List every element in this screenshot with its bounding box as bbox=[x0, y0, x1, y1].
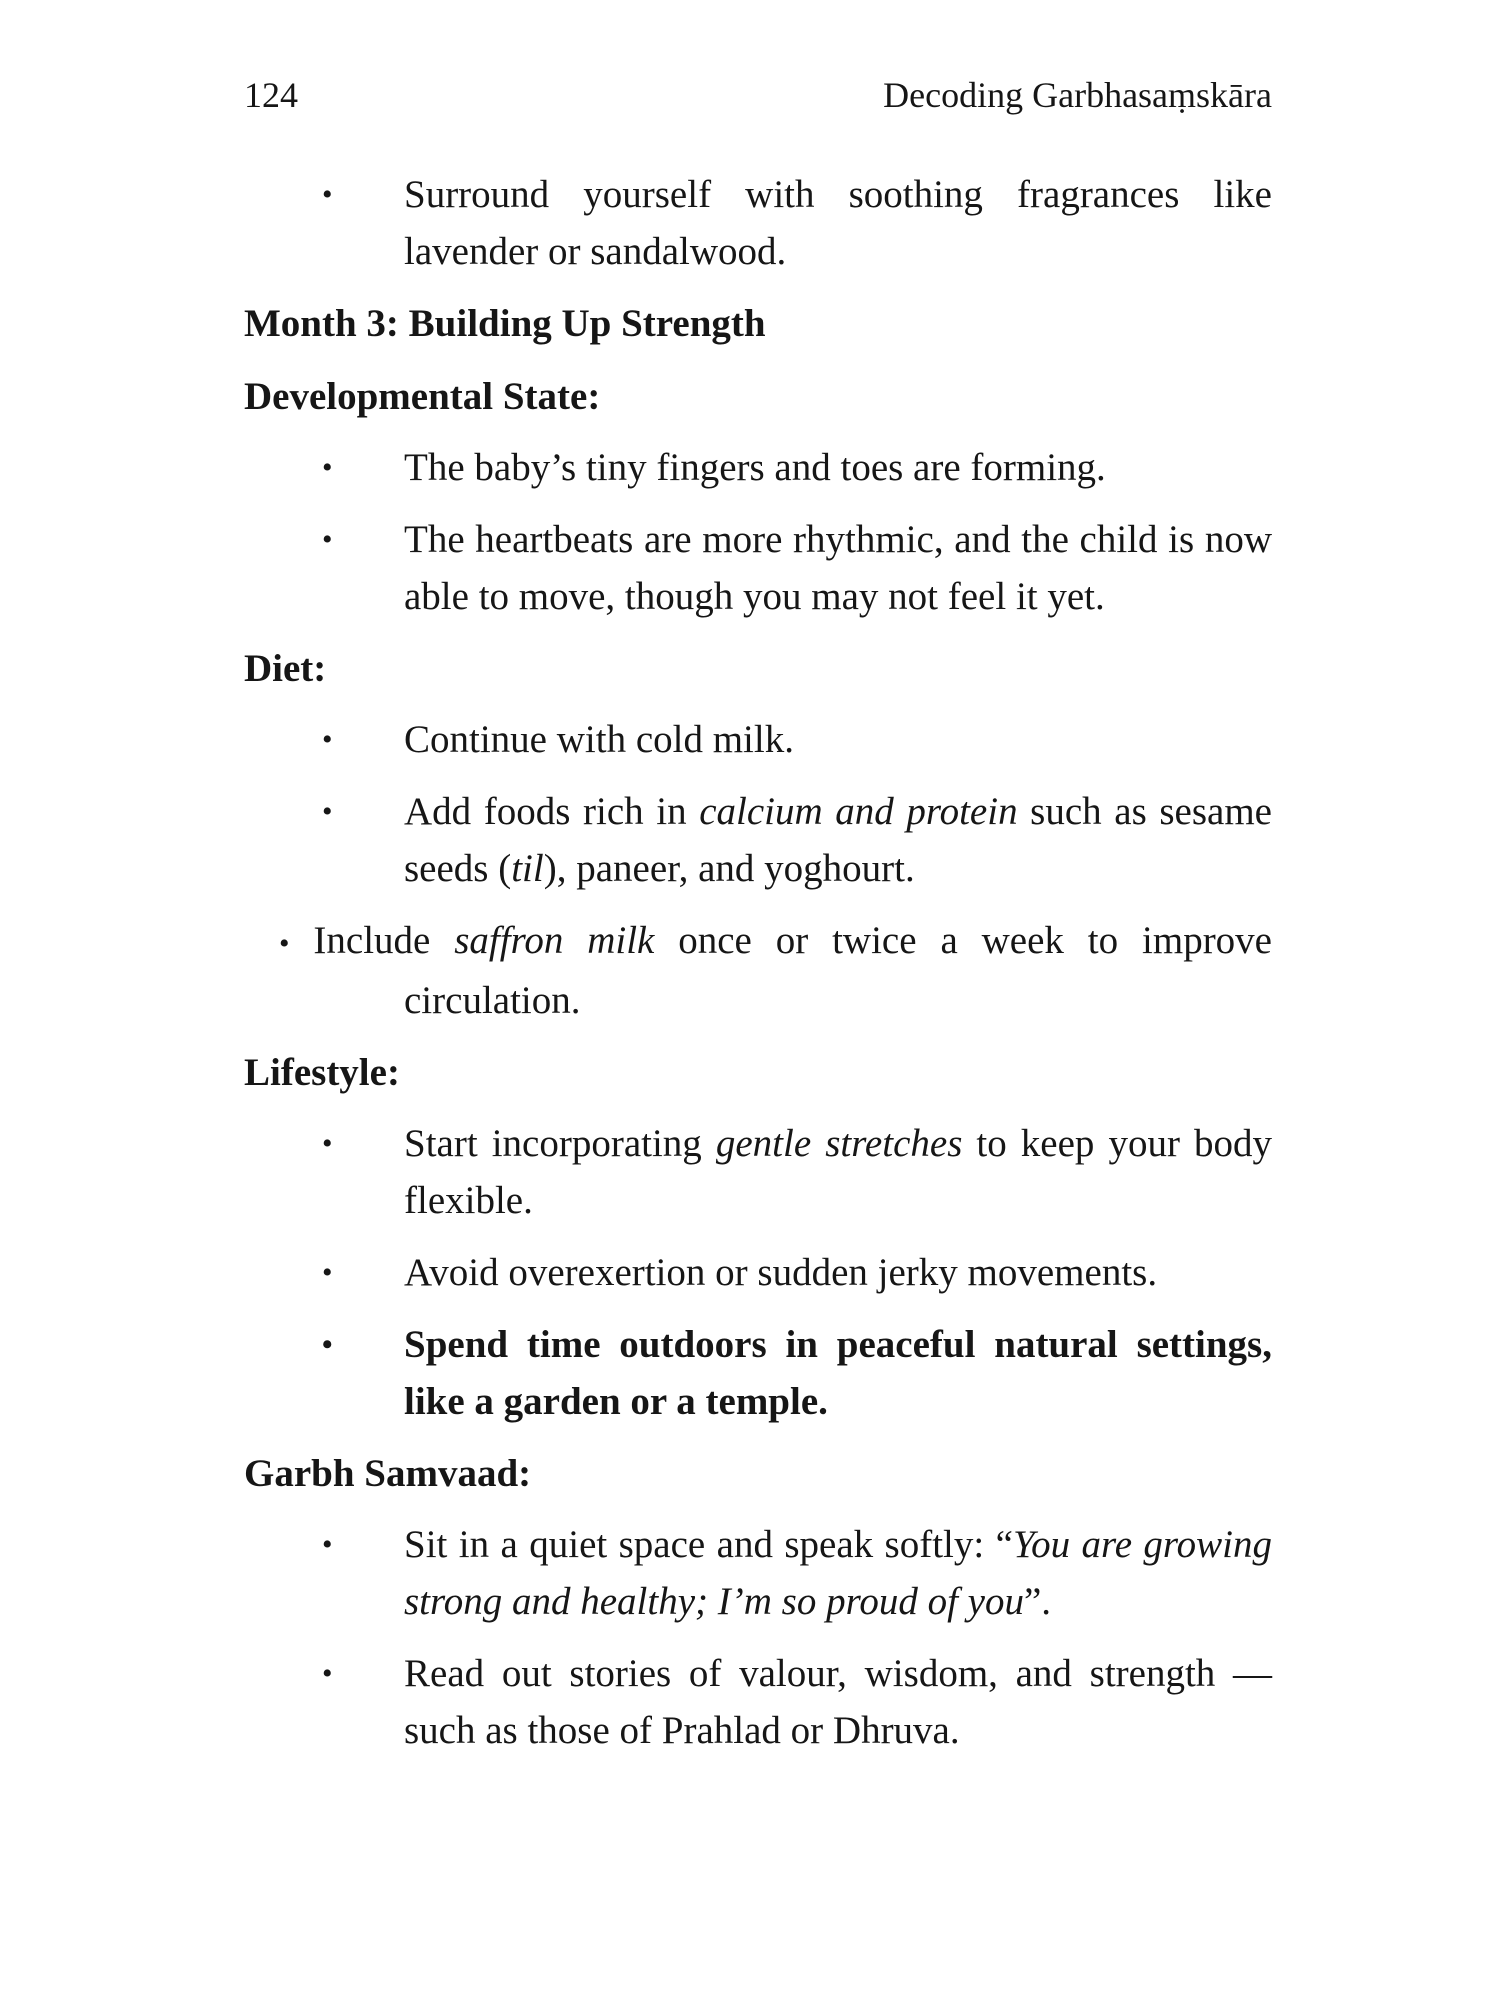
developmental-list bbox=[244, 439, 1272, 625]
list-item bbox=[244, 511, 1272, 625]
list-item-text: Continue with cold milk. bbox=[404, 718, 794, 761]
text-run: Sit in a quiet space and speak softly: “ bbox=[404, 1523, 1013, 1566]
bullet-icon: • bbox=[322, 523, 333, 556]
list-item-text: The heartbeats are more rhythmic, and the child is now able to move, though you may not feel it yet. bbox=[404, 518, 1272, 618]
page-header bbox=[244, 74, 1272, 124]
list-item bbox=[244, 1316, 1272, 1430]
list-item bbox=[244, 1645, 1272, 1759]
lifestyle-list bbox=[244, 1115, 1272, 1430]
list-item bbox=[244, 439, 1272, 496]
list-item bbox=[244, 783, 1272, 897]
list-item bbox=[244, 166, 1272, 280]
list-item-text: Avoid overexertion or sudden jerky movements. bbox=[404, 1251, 1158, 1294]
emphasis-text: gentle stretches bbox=[715, 1122, 963, 1165]
text-run: such as sesame seeds ( bbox=[404, 790, 1272, 890]
bullet-icon: • bbox=[322, 1256, 333, 1289]
emphasis-text: til bbox=[511, 847, 544, 890]
text-run: ), paneer, and yoghourt. bbox=[543, 847, 915, 890]
intro-list bbox=[244, 166, 1272, 280]
bullet-icon: • bbox=[322, 1528, 333, 1561]
running-title: Decoding Garbhasaṃskāra bbox=[883, 75, 1272, 115]
text-run: once or twice a week to improve circulation. bbox=[404, 919, 1272, 1022]
list-item-text: The baby’s tiny fingers and toes are forming. bbox=[404, 446, 1106, 489]
developmental-heading: Developmental State: bbox=[244, 375, 601, 418]
text-run: to keep your body flexible. bbox=[404, 1122, 1273, 1222]
bullet-icon: • bbox=[322, 1328, 333, 1361]
list-item bbox=[244, 912, 1272, 1029]
emphasis-text: You are growing strong and healthy; I’m so proud of you bbox=[404, 1523, 1272, 1623]
text-run: Add foods rich in bbox=[404, 790, 700, 833]
text-run: Include bbox=[313, 919, 455, 962]
bullet-icon: • bbox=[322, 451, 333, 484]
bullet-icon: • bbox=[322, 723, 333, 756]
bullet-icon: • bbox=[322, 178, 333, 211]
lifestyle-heading: Lifestyle: bbox=[244, 1051, 400, 1094]
list-item bbox=[244, 711, 1272, 768]
emphasis-text: calcium and protein bbox=[699, 790, 1018, 833]
list-item bbox=[244, 1244, 1272, 1301]
bullet-icon: • bbox=[279, 927, 290, 960]
bullet-icon: • bbox=[322, 1657, 333, 1690]
list-item-text: Spend time outdoors in peaceful natural settings, like a garden or a temple. bbox=[404, 1323, 1272, 1423]
page-body bbox=[244, 166, 1272, 1774]
page-number: 124 bbox=[244, 75, 298, 115]
list-item-text: Surround yourself with soothing fragrances like lavender or sandalwood. bbox=[404, 173, 1272, 273]
text-run: Start incorporating bbox=[404, 1122, 716, 1165]
month-heading: Month 3: Building Up Strength bbox=[244, 302, 766, 345]
bullet-icon: • bbox=[322, 1127, 333, 1160]
garbh-samvaad-list bbox=[244, 1516, 1272, 1759]
bullet-icon: • bbox=[322, 795, 333, 828]
garbh-samvaad-heading: Garbh Samvaad: bbox=[244, 1452, 532, 1495]
text-run: ”. bbox=[1023, 1580, 1052, 1623]
list-item bbox=[244, 1516, 1272, 1630]
diet-list bbox=[244, 711, 1272, 1029]
diet-heading: Diet: bbox=[244, 647, 327, 690]
list-item bbox=[244, 1115, 1272, 1229]
list-item-text: Read out stories of valour, wisdom, and strength — such as those of Prahlad or Dhruva. bbox=[404, 1652, 1272, 1752]
emphasis-text: saffron milk bbox=[454, 919, 655, 962]
